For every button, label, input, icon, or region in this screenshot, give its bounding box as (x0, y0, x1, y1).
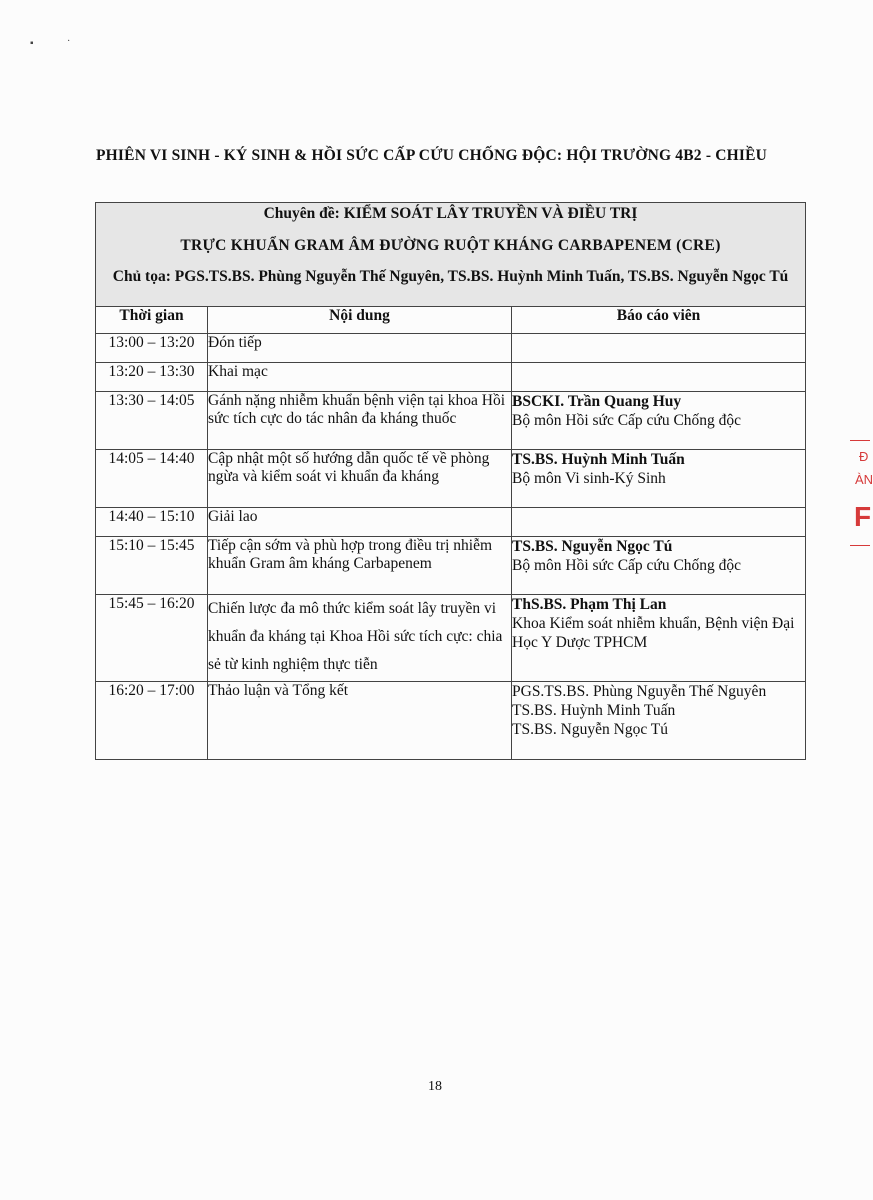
row-content: Đón tiếp (208, 334, 512, 363)
agenda-row (96, 508, 806, 537)
row-time: 16:20 – 17:00 (96, 682, 208, 760)
speaker-name: TS.BS. Nguyễn Ngọc Tú (512, 538, 673, 555)
row-content: Gánh nặng nhiễm khuẩn bệnh viện tại khoa Hồi sức tích cực do tác nhân đa kháng thuốc (208, 392, 512, 450)
red-stamp-fragment (848, 437, 873, 549)
page-number: 18 (428, 1079, 442, 1094)
row-time: 13:20 – 13:30 (96, 363, 208, 392)
speaker-affiliation: Bộ môn Hồi sức Cấp cứu Chống độc (512, 412, 742, 429)
speaker-name: BSCKI. Trần Quang Huy (512, 393, 682, 410)
agenda-row (96, 450, 806, 508)
column-header-time: Thời gian (96, 307, 208, 334)
speaker-name: ThS.BS. Phạm Thị Lan (512, 596, 667, 613)
speaker-affiliation: Khoa Kiểm soát nhiễm khuẩn, Bệnh viện Đại Học Y Dược TPHCM (512, 615, 795, 651)
row-speaker (512, 682, 806, 760)
row-time: 13:30 – 14:05 (96, 392, 208, 450)
speaker-affiliation: Bộ môn Vi sinh-Ký Sinh (512, 470, 666, 487)
agenda-row (96, 334, 806, 363)
row-speaker (512, 363, 806, 392)
column-header-speaker: Báo cáo viên (512, 307, 806, 334)
agenda-row (96, 363, 806, 392)
row-content: Cập nhật một số hướng dẫn quốc tế về phòng ngừa và kiểm soát vi khuẩn đa kháng (208, 450, 512, 508)
row-time: 15:45 – 16:20 (96, 595, 208, 682)
topic-line-1: Chuyên đề: KIỂM SOÁT LÂY TRUYỀN VÀ ĐIỀU TRỊ (263, 205, 638, 222)
agenda-row (96, 392, 806, 450)
chairs: Chủ tọa: PGS.TS.BS. Phùng Nguyễn Thế Nguyên, TS.BS. Huỳnh Minh Tuấn, TS.BS. Nguyễn Ngọc Tú (112, 268, 789, 285)
stamp-text-2: ÀN (855, 472, 873, 487)
row-speaker (512, 537, 806, 595)
topic-header-row (96, 203, 806, 307)
agenda-row (96, 595, 806, 682)
row-time: 14:40 – 15:10 (96, 508, 208, 537)
topic-header (96, 203, 806, 307)
stamp-text-1: Đ (859, 449, 869, 464)
column-header-content: Nội dung (208, 307, 512, 334)
agenda-table (95, 202, 806, 760)
row-speaker (512, 595, 806, 682)
row-content: Tiếp cận sớm và phù hợp trong điều trị nhiễm khuẩn Gram âm kháng Carbapenem (208, 537, 512, 595)
row-content: Khai mạc (208, 363, 512, 392)
stamp-text-3: F (854, 501, 872, 532)
column-header-row (96, 307, 806, 334)
topic-line-2: TRỰC KHUẨN GRAM ÂM ĐƯỜNG RUỘT KHÁNG CARBAPENEM (CRE) (180, 237, 721, 254)
row-speaker (512, 392, 806, 450)
row-speaker (512, 450, 806, 508)
row-speaker (512, 508, 806, 537)
agenda-rows (96, 334, 806, 760)
scan-speck: · (67, 36, 71, 47)
agenda-row (96, 537, 806, 595)
row-time: 13:00 – 13:20 (96, 334, 208, 363)
speaker-affiliation: Bộ môn Hồi sức Cấp cứu Chống độc (512, 557, 742, 574)
row-content: Thảo luận và Tổng kết (208, 682, 512, 760)
row-content: Giải lao (208, 508, 512, 537)
row-content: Chiến lược đa mô thức kiểm soát lây truyền vi khuẩn đa kháng tại Khoa Hồi sức tích cực: chia sẻ từ kinh nghiệm thực tiễn (208, 595, 512, 682)
row-time: 15:10 – 15:45 (96, 537, 208, 595)
speaker-name: TS.BS. Huỳnh Minh Tuấn (512, 451, 685, 468)
row-speaker (512, 334, 806, 363)
row-time: 14:05 – 14:40 (96, 450, 208, 508)
speaker-affiliation: PGS.TS.BS. Phùng Nguyễn Thế Nguyên TS.BS. Huỳnh Minh Tuấn TS.BS. Nguyễn Ngọc Tú (512, 683, 767, 738)
scan-speck: ▪ (30, 38, 34, 49)
agenda-row (96, 682, 806, 760)
session-title: PHIÊN VI SINH - KÝ SINH & HỒI SỨC CẤP CỨU CHỐNG ĐỘC: HỘI TRƯỜNG 4B2 - CHIỀU (96, 147, 768, 164)
